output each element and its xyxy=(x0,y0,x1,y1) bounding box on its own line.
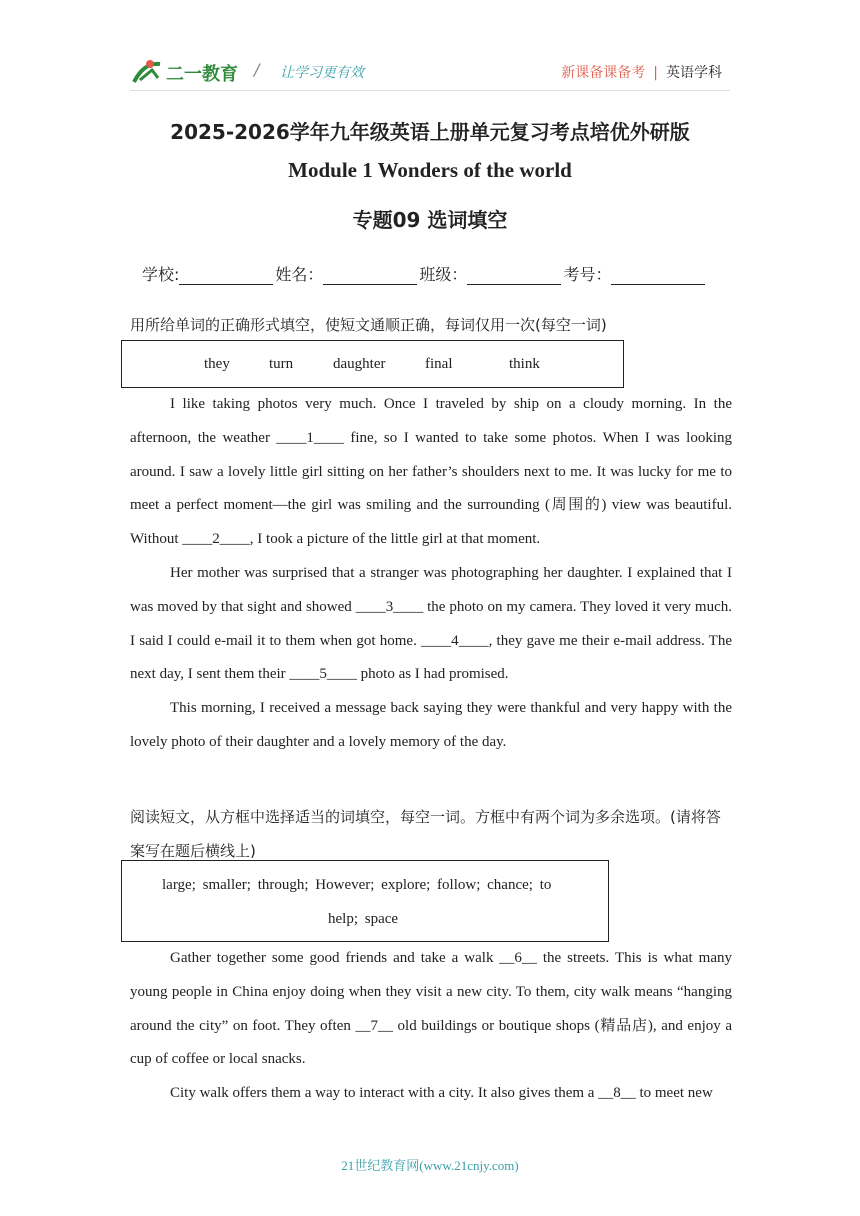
header-divider xyxy=(130,90,730,91)
topic-title: 专题09 选词填空 xyxy=(352,208,508,232)
page-footer: 21世纪教育网(www.21cnjy.com) xyxy=(341,1158,519,1173)
passage1-paragraph xyxy=(130,557,732,692)
passage1-paragraph-text: This morning, I received a message back saying they were thankful and very happy with the lovely photo of their daughter and a lovely memory of the day. xyxy=(130,700,732,750)
passage1-paragraph-text: I like taking photos very much. Once I traveled by ship on a cloudy morning. In the afternoon, the weather ____1____ fine, so I wanted to take some photos. When I was looking around. I saw a lovely little girl sitting on her father’s shoulders next to me. It was lucky for me to meet a perfect moment—the girl was smiling and the surrounding (周围的) view was beautiful. Without ____2____, I took a picture of the little girl at that moment. xyxy=(130,396,732,548)
school-blank[interactable] xyxy=(179,268,273,285)
exam-no-blank[interactable] xyxy=(611,268,705,285)
passage1-paragraph xyxy=(130,692,732,760)
word-box-item: think xyxy=(509,356,540,372)
class-blank[interactable] xyxy=(467,268,561,285)
svg-text:二一教育: 二一教育 xyxy=(166,64,238,85)
passage1-paragraph-text: Her mother was surprised that a stranger was photographing her daughter. I explained that I was moved by that sight and showed ____3____ the photo on my camera. They loved it very much. I said I could e-mail it to them when got home. ____4____, they gave me their e-mail address. The next day, I sent them their ____5____ photo as I had promised. xyxy=(130,565,732,683)
doc-title: 2025-2026学年九年级英语上册单元复习考点培优外研版 xyxy=(170,120,690,144)
word-box-item: turn xyxy=(269,356,294,372)
header-subject-tag: 新课备课备考 xyxy=(561,65,646,81)
exam-no-label: 考号： xyxy=(563,265,612,284)
school-label: 学校: xyxy=(142,265,180,284)
name-blank[interactable] xyxy=(323,268,417,285)
header-slogan: 让学习更有效 xyxy=(280,65,364,81)
header-separator: | xyxy=(653,65,658,81)
header-slash: / xyxy=(254,60,260,79)
section2-instruction: 阅读短文，从方框中选择适当的词填空，每空一词。方框中有两个词为多余选项。(请将答案写在题后横线上) xyxy=(130,808,721,860)
passage2-paragraph xyxy=(130,1077,732,1111)
word-box-2 xyxy=(121,860,609,942)
word-box-item: they xyxy=(204,356,230,372)
word-box-row: large; smaller; through; However; explore; follow; chance; to xyxy=(162,877,552,893)
module-title: Module 1 Wonders of the world xyxy=(288,158,572,182)
header-subject: 英语学科 xyxy=(666,65,722,81)
header-right xyxy=(561,62,722,82)
passage2-paragraph-text: Gather together some good friends and take a walk __6__ the streets. This is what many young people in China enjoy doing when they visit a new city. To them, city walk means “hanging around the city” on foot. They often __7__ old buildings or boutique shops (精品店), and enjoy a cup of coffee or local snacks. xyxy=(130,950,732,1068)
class-label: 班级： xyxy=(419,265,468,284)
word-box-row: help; space xyxy=(328,911,399,927)
word-box-item: final xyxy=(425,356,453,372)
student-info-fields xyxy=(142,262,707,285)
logo-icon xyxy=(130,56,250,88)
word-box-1 xyxy=(121,340,624,388)
section1-instruction: 用所给单词的正确形式填空，使短文通顺正确，每词仅用一次(每空一词) xyxy=(130,316,607,334)
page-header xyxy=(130,52,730,92)
passage2-paragraph xyxy=(130,942,732,1077)
passage1-paragraph xyxy=(130,388,732,557)
name-label: 姓名： xyxy=(275,265,324,284)
passage2-paragraph-text: City walk offers them a way to interact with a city. It also gives them a __8__ to meet new xyxy=(170,1085,713,1101)
word-box-item: daughter xyxy=(333,356,386,372)
